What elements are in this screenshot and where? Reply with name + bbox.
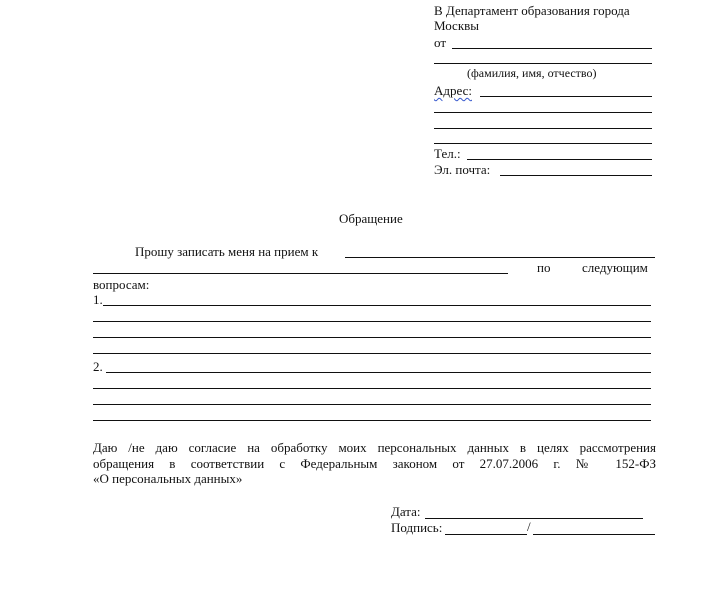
recipient-line-2: Москвы	[434, 18, 480, 33]
from-label: от	[434, 35, 447, 50]
following-word: следующим	[582, 260, 648, 275]
consent-line-2: обращения в соответствии с Федеральным законом от 27.07.2006 г. № 152-ФЗ	[93, 456, 656, 471]
signature-label: Подпись:	[391, 520, 443, 535]
consent-line-1: Даю /не даю согласие на обработку моих персональных данных в целях рассмотрения	[93, 440, 656, 455]
request-text: Прошу записать меня на прием к	[135, 244, 319, 259]
signature-field-line[interactable]	[445, 534, 527, 535]
fio-caption: (фамилия, имя, отчество)	[467, 66, 597, 80]
signature-name-line[interactable]	[533, 534, 655, 535]
address-label: Адрес:	[434, 83, 472, 98]
date-label: Дата:	[391, 504, 421, 519]
request-continuation-line[interactable]	[93, 273, 508, 274]
date-field-line[interactable]	[425, 518, 643, 519]
recipient-line-1: В Департамент образования города	[434, 3, 630, 18]
address-field-line-1[interactable]	[480, 96, 652, 97]
address-field-line-4[interactable]	[434, 143, 652, 144]
questions-word: вопросам:	[93, 277, 150, 292]
address-field-line-3[interactable]	[434, 128, 652, 129]
phone-field-line[interactable]	[467, 159, 652, 160]
fio-field-line[interactable]	[434, 63, 652, 64]
request-recipient-line[interactable]	[345, 257, 655, 258]
item-2-line-3[interactable]	[93, 404, 651, 405]
item-2-line-4[interactable]	[93, 420, 651, 421]
page-title: Обращение	[339, 211, 403, 226]
consent-line-3: «О персональных данных»	[93, 471, 243, 486]
phone-label: Тел.:	[434, 146, 461, 161]
address-field-line-2[interactable]	[434, 112, 652, 113]
item-2-line-2[interactable]	[93, 388, 651, 389]
item-2-line-1[interactable]	[106, 372, 651, 373]
item-1-number: 1.	[93, 292, 103, 307]
item-1-line-1[interactable]	[103, 305, 651, 306]
item-2-number: 2.	[93, 359, 103, 374]
from-field-line[interactable]	[452, 48, 652, 49]
on-word: по	[537, 260, 551, 275]
item-1-line-3[interactable]	[93, 337, 651, 338]
item-1-line-4[interactable]	[93, 353, 651, 354]
email-label: Эл. почта:	[434, 162, 491, 177]
item-1-line-2[interactable]	[93, 321, 651, 322]
signature-slash: /	[527, 519, 531, 534]
email-field-line[interactable]	[500, 175, 652, 176]
